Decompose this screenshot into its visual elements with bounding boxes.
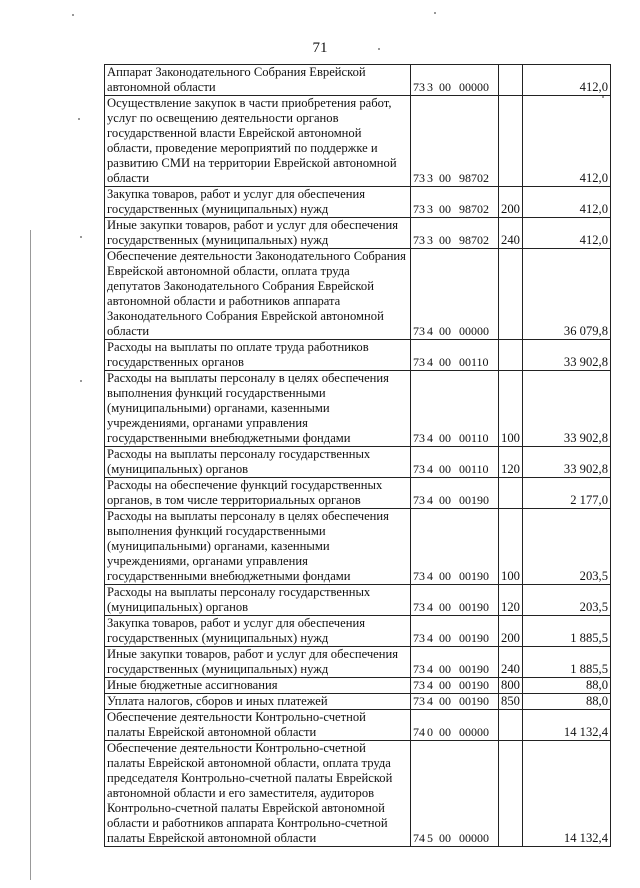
budget-code-part: 00190 bbox=[459, 631, 489, 645]
budget-code-part: 00 bbox=[439, 694, 451, 708]
budget-code-part: 73 bbox=[413, 493, 425, 507]
budget-code-part: 00 bbox=[439, 431, 451, 445]
budget-code bbox=[411, 371, 499, 447]
amount-value: 203,5 bbox=[523, 509, 611, 585]
budget-code-part: 4 bbox=[427, 678, 433, 692]
budget-table-body bbox=[105, 65, 611, 847]
budget-code-part: 3 bbox=[427, 202, 433, 216]
table-row bbox=[105, 741, 611, 847]
budget-code-part: 00 bbox=[439, 600, 451, 614]
expense-type-code bbox=[499, 249, 523, 340]
budget-code-part: 73 bbox=[413, 569, 425, 583]
budget-code-part: 5 bbox=[427, 831, 433, 845]
budget-code-part: 00 bbox=[439, 631, 451, 645]
scan-speck bbox=[72, 14, 74, 16]
budget-code-part: 3 bbox=[427, 233, 433, 247]
table-row bbox=[105, 509, 611, 585]
budget-code-part: 00 bbox=[439, 831, 451, 845]
budget-code-part: 73 bbox=[413, 662, 425, 676]
expense-name: Иные закупки товаров, работ и услуг для обеспечения государственных (муниципальных) нужд bbox=[105, 647, 411, 678]
expense-type-code bbox=[499, 65, 523, 96]
amount-value: 88,0 bbox=[523, 678, 611, 694]
expense-name: Расходы на выплаты персоналу государственных (муниципальных) органов bbox=[105, 585, 411, 616]
amount-value: 412,0 bbox=[523, 218, 611, 249]
table-row bbox=[105, 371, 611, 447]
budget-code-part: 00000 bbox=[459, 725, 489, 739]
budget-code-part: 73 bbox=[413, 462, 425, 476]
budget-code-part: 00 bbox=[439, 80, 451, 94]
amount-value: 33 902,8 bbox=[523, 340, 611, 371]
budget-code-part: 3 bbox=[427, 171, 433, 185]
amount-value: 412,0 bbox=[523, 96, 611, 187]
table-row bbox=[105, 218, 611, 249]
budget-code-part: 4 bbox=[427, 462, 433, 476]
budget-code-part: 00 bbox=[439, 493, 451, 507]
table-row bbox=[105, 616, 611, 647]
budget-code bbox=[411, 694, 499, 710]
table-row bbox=[105, 249, 611, 340]
table-row bbox=[105, 710, 611, 741]
budget-code-part: 98702 bbox=[459, 233, 489, 247]
expense-name: Аппарат Законодательного Собрания Еврейской автономной области bbox=[105, 65, 411, 96]
budget-code bbox=[411, 65, 499, 96]
scan-speck bbox=[78, 118, 80, 120]
expense-name: Расходы на выплаты персоналу в целях обеспечения выполнения функций государственными (муниципальными) органами, казенными учреждениями, органами управления государственными внебюджетными фондами bbox=[105, 371, 411, 447]
budget-code bbox=[411, 447, 499, 478]
amount-value: 412,0 bbox=[523, 187, 611, 218]
budget-code-part: 00190 bbox=[459, 493, 489, 507]
budget-code-part: 4 bbox=[427, 569, 433, 583]
budget-code-part: 00 bbox=[439, 324, 451, 338]
budget-code bbox=[411, 678, 499, 694]
budget-code-part: 73 bbox=[413, 600, 425, 614]
amount-value: 1 885,5 bbox=[523, 647, 611, 678]
expense-type-code: 200 bbox=[499, 616, 523, 647]
expense-type-code: 100 bbox=[499, 509, 523, 585]
amount-value: 203,5 bbox=[523, 585, 611, 616]
amount-value: 2 177,0 bbox=[523, 478, 611, 509]
amount-value: 36 079,8 bbox=[523, 249, 611, 340]
expense-type-code bbox=[499, 478, 523, 509]
budget-code-part: 00 bbox=[439, 569, 451, 583]
budget-code-part: 73 bbox=[413, 324, 425, 338]
table-row bbox=[105, 187, 611, 218]
table-row bbox=[105, 478, 611, 509]
budget-code-part: 00 bbox=[439, 462, 451, 476]
budget-code-part: 00 bbox=[439, 233, 451, 247]
budget-code-part: 73 bbox=[413, 171, 425, 185]
budget-code-part: 3 bbox=[427, 80, 433, 94]
scan-speck bbox=[80, 236, 82, 238]
budget-code-part: 4 bbox=[427, 431, 433, 445]
budget-code-part: 00110 bbox=[459, 462, 489, 476]
budget-code-part: 00110 bbox=[459, 431, 489, 445]
expense-name: Расходы на выплаты персоналу в целях обеспечения выполнения функций государственными (муниципальными) органами, казенными учреждениями, органами управления государственными внебюджетными фондами bbox=[105, 509, 411, 585]
table-row bbox=[105, 340, 611, 371]
budget-code-part: 00 bbox=[439, 171, 451, 185]
budget-code-part: 00190 bbox=[459, 678, 489, 692]
expense-name: Обеспечение деятельности Законодательного Собрания Еврейской автономной области, оплата труда депутатов Законодательного Собрания Еврейской автономной области и работников аппарата Законодательного Собрания Еврейской автономной области bbox=[105, 249, 411, 340]
budget-code-part: 73 bbox=[413, 233, 425, 247]
budget-code-part: 73 bbox=[413, 202, 425, 216]
expense-type-code bbox=[499, 96, 523, 187]
expense-name: Обеспечение деятельности Контрольно-счетной палаты Еврейской автономной области, оплата труда председателя Контрольно-счетной палаты Еврейской автономной области и его заместителя, аудиторов Контрольно-счетной палаты Еврейской автономной области и работников аппарата Контрольно-счетной палаты Еврейской автономной области bbox=[105, 741, 411, 847]
budget-code-part: 4 bbox=[427, 662, 433, 676]
table-row bbox=[105, 694, 611, 710]
expense-type-code: 200 bbox=[499, 187, 523, 218]
amount-value: 88,0 bbox=[523, 694, 611, 710]
table-row bbox=[105, 647, 611, 678]
expense-type-code: 850 bbox=[499, 694, 523, 710]
budget-code bbox=[411, 96, 499, 187]
budget-code-part: 00 bbox=[439, 662, 451, 676]
budget-code-part: 00 bbox=[439, 678, 451, 692]
table-row bbox=[105, 65, 611, 96]
budget-code-part: 4 bbox=[427, 493, 433, 507]
expense-name: Обеспечение деятельности Контрольно-счетной палаты Еврейской автономной области bbox=[105, 710, 411, 741]
expense-type-code: 120 bbox=[499, 447, 523, 478]
expense-name: Расходы на выплаты по оплате труда работников государственных органов bbox=[105, 340, 411, 371]
expense-name: Осуществление закупок в части приобретения работ, услуг по освещению деятельности органов государственной власти Еврейской автономной области, проведение мероприятий по поддержке и развитию СМИ на территории Еврейской автономной области bbox=[105, 96, 411, 187]
budget-code bbox=[411, 741, 499, 847]
expense-name: Уплата налогов, сборов и иных платежей bbox=[105, 694, 411, 710]
expense-type-code: 240 bbox=[499, 218, 523, 249]
budget-code-part: 4 bbox=[427, 600, 433, 614]
expense-name: Иные закупки товаров, работ и услуг для обеспечения государственных (муниципальных) нужд bbox=[105, 218, 411, 249]
amount-value: 412,0 bbox=[523, 65, 611, 96]
budget-code-part: 00000 bbox=[459, 324, 489, 338]
budget-code-part: 73 bbox=[413, 355, 425, 369]
page-number: 71 bbox=[312, 40, 328, 56]
budget-code bbox=[411, 218, 499, 249]
scan-speck bbox=[434, 12, 436, 14]
budget-code-part: 4 bbox=[427, 355, 433, 369]
budget-code-part: 0 bbox=[427, 725, 433, 739]
budget-code-part: 73 bbox=[413, 694, 425, 708]
expense-name: Расходы на выплаты персоналу государственных (муниципальных) органов bbox=[105, 447, 411, 478]
amount-value: 14 132,4 bbox=[523, 710, 611, 741]
amount-value: 33 902,8 bbox=[523, 447, 611, 478]
scan-speck bbox=[80, 380, 82, 382]
budget-code-part: 4 bbox=[427, 694, 433, 708]
scan-margin-line bbox=[30, 230, 31, 880]
budget-code-part: 73 bbox=[413, 80, 425, 94]
budget-code-part: 00000 bbox=[459, 831, 489, 845]
budget-code-part: 00 bbox=[439, 355, 451, 369]
expense-name: Закупка товаров, работ и услуг для обеспечения государственных (муниципальных) нужд bbox=[105, 187, 411, 218]
budget-code bbox=[411, 647, 499, 678]
budget-code-part: 4 bbox=[427, 324, 433, 338]
budget-code bbox=[411, 585, 499, 616]
budget-code-part: 73 bbox=[413, 631, 425, 645]
amount-value: 14 132,4 bbox=[523, 741, 611, 847]
budget-code-part: 4 bbox=[427, 631, 433, 645]
budget-code-part: 98702 bbox=[459, 202, 489, 216]
budget-table bbox=[104, 64, 611, 847]
budget-code-part: 73 bbox=[413, 431, 425, 445]
table-row bbox=[105, 96, 611, 187]
expense-type-code: 120 bbox=[499, 585, 523, 616]
expense-name: Закупка товаров, работ и услуг для обеспечения государственных (муниципальных) нужд bbox=[105, 616, 411, 647]
budget-code bbox=[411, 187, 499, 218]
expense-type-code: 800 bbox=[499, 678, 523, 694]
expense-type-code: 100 bbox=[499, 371, 523, 447]
budget-code bbox=[411, 509, 499, 585]
budget-code-part: 98702 bbox=[459, 171, 489, 185]
expense-name: Расходы на обеспечение функций государственных органов, в том числе территориальных органов bbox=[105, 478, 411, 509]
budget-code-part: 00190 bbox=[459, 600, 489, 614]
budget-code-part: 00110 bbox=[459, 355, 489, 369]
budget-code-part: 74 bbox=[413, 831, 425, 845]
budget-code-part: 00 bbox=[439, 202, 451, 216]
budget-code bbox=[411, 249, 499, 340]
table-row bbox=[105, 585, 611, 616]
table-row bbox=[105, 447, 611, 478]
expense-type-code bbox=[499, 340, 523, 371]
budget-code-part: 00 bbox=[439, 725, 451, 739]
budget-code bbox=[411, 340, 499, 371]
expense-type-code bbox=[499, 741, 523, 847]
expense-type-code bbox=[499, 710, 523, 741]
budget-code-part: 00190 bbox=[459, 662, 489, 676]
budget-code-part: 74 bbox=[413, 725, 425, 739]
budget-code-part: 00190 bbox=[459, 569, 489, 583]
table-row bbox=[105, 678, 611, 694]
budget-code-part: 73 bbox=[413, 678, 425, 692]
budget-code bbox=[411, 710, 499, 741]
amount-value: 1 885,5 bbox=[523, 616, 611, 647]
expense-name: Иные бюджетные ассигнования bbox=[105, 678, 411, 694]
amount-value: 33 902,8 bbox=[523, 371, 611, 447]
budget-code-part: 00000 bbox=[459, 80, 489, 94]
budget-code bbox=[411, 478, 499, 509]
budget-code-part: 00190 bbox=[459, 694, 489, 708]
expense-type-code: 240 bbox=[499, 647, 523, 678]
budget-code bbox=[411, 616, 499, 647]
